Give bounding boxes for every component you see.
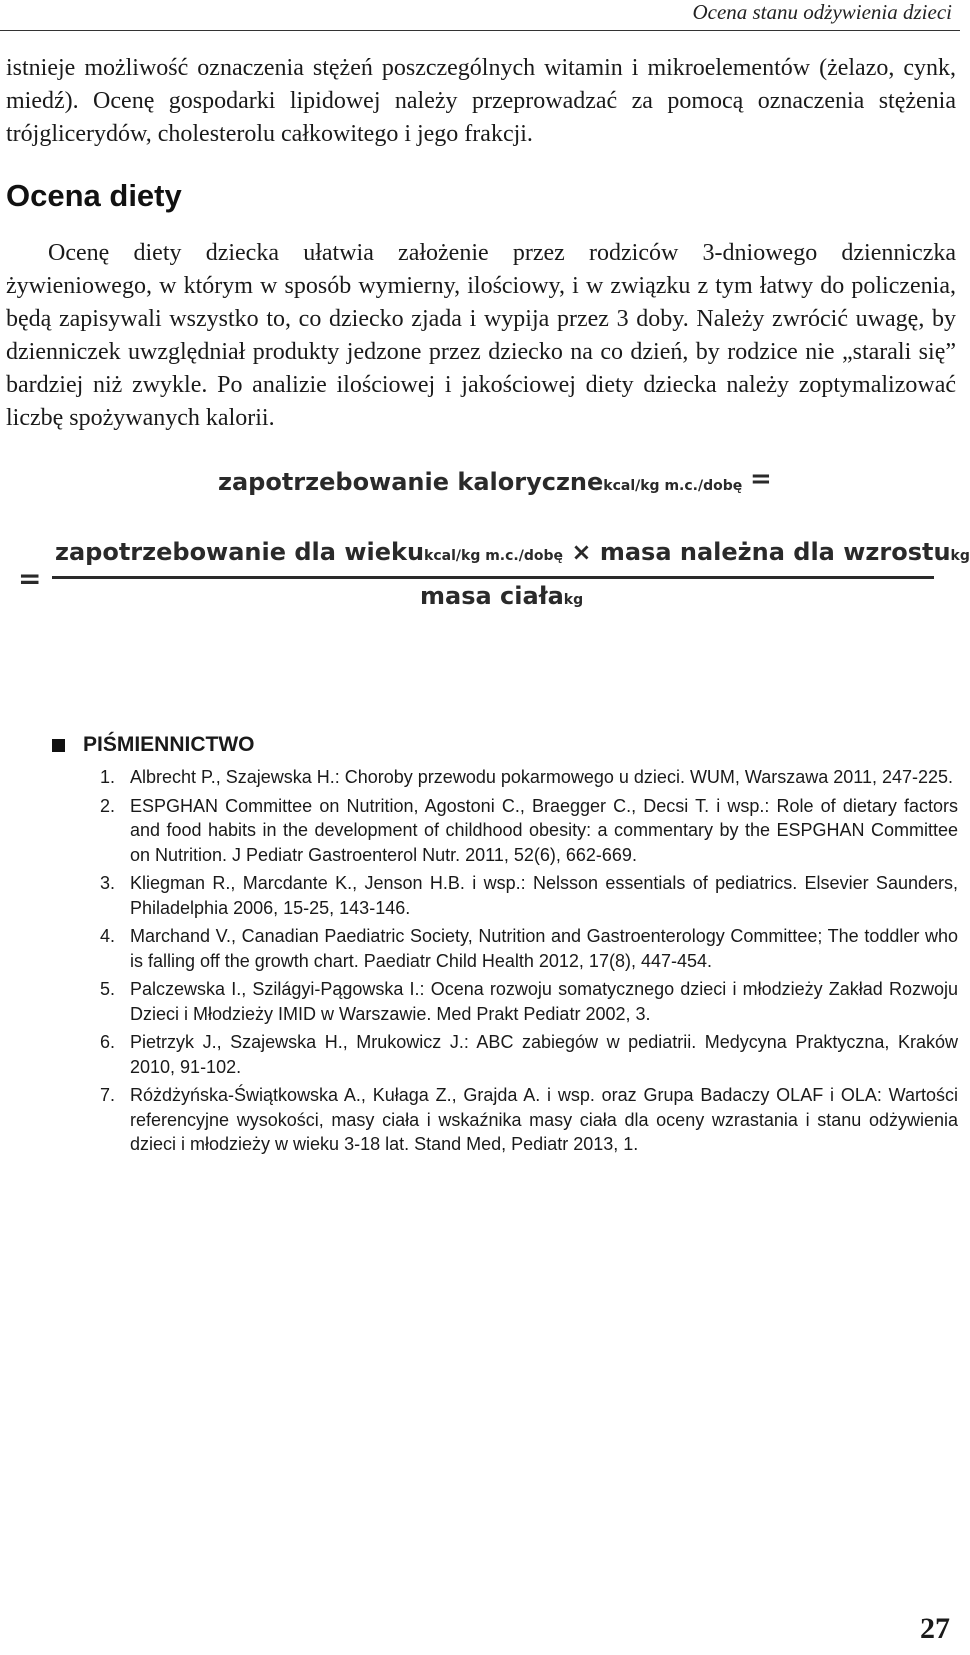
formula-den-sub: kg <box>563 592 584 608</box>
reference-number: 3. <box>100 873 116 893</box>
reference-item <box>100 977 958 1026</box>
page-number: 27 <box>920 1612 950 1645</box>
reference-item <box>100 871 958 920</box>
running-title: Ocena stanu odżywienia dzieci <box>692 0 952 24</box>
reference-number: 7. <box>100 1085 116 1105</box>
reference-text: Marchand V., Canadian Paediatric Society, Nutrition and Gastroenterology Committee; The toddler who is falling off the growth chart. Paediatr Child Health 2012, 17(8), 447-454. <box>130 926 958 971</box>
reference-text: ESPGHAN Committee on Nutrition, Agostoni C., Braegger C., Decsi T. i wsp.: Role of dietary factors and food habits in the development of childhood obesity: a commentary by the ESPGHAN Committee on Nutrition. J Pediatr Gastroenterol Nutr. 2011, 52(6), 662-669. <box>130 795 958 865</box>
reference-number: 2. <box>100 795 116 816</box>
reference-item <box>100 765 958 790</box>
reference-text: Pietrzyk J., Szajewska H., Mrukowicz J.: ABC zabiegów w pediatrii. Medycyna Praktyczna, Kraków 2010, 91-102. <box>130 1032 958 1077</box>
running-header <box>0 0 960 31</box>
references-heading-text: PIŚMIENNICTWO <box>83 733 255 756</box>
reference-text: Palczewska I., Szilágyi-Pągowska I.: Ocena rozwoju somatycznego dzieci i młodzieży Zakład Rozwoju Dzieci i Młodzieży IMID w Warszawie. Med Prakt Pediatr 2002, 3. <box>130 979 958 1024</box>
reference-list <box>100 765 958 1161</box>
reference-number: 5. <box>100 979 116 999</box>
formula-lhs <box>218 468 742 496</box>
reference-text: Kliegman R., Marcdante K., Jenson H.B. i wsp.: Nelsson essentials of pediatrics. Elsevier Saunders, Philadelphia 2006, 15-25, 143-146. <box>130 873 958 918</box>
formula-num-a-sub: kcal/kg m.c./dobę <box>424 548 564 564</box>
reference-item <box>100 1030 958 1079</box>
formula-num-a: zapotrzebowanie dla wieku <box>55 538 425 566</box>
reference-text: Albrecht P., Szajewska H.: Choroby przewodu pokarmowego u dzieci. WUM, Warszawa 2011, 247-225. <box>130 767 954 787</box>
reference-item <box>100 924 958 973</box>
formula-num-b-sub: kg <box>950 548 970 564</box>
reference-item <box>100 1083 958 1157</box>
section-paragraph: Ocenę diety dziecka ułatwia założenie przez rodziców 3-dniowego dzienniczka żywieniowego, w którym w sposób wymierny, ilościowy, i w związku z tym łatwy do policzenia, będą zapisywali wszystko to, co dziecko zjada i wypija przez 3 doby. Należy zwrócić uwagę, by dzienniczek uwzględniał produkty jedzone przez dziecko na co dzień, by rodzice nie „starali się” bardziej niż zwykle. Po analizie ilościowej i jakościowej diety dziecka należy zoptymalizować liczbę spożywanych kalorii. <box>6 240 956 431</box>
formula-lhs-text: zapotrzebowanie kaloryczne <box>218 468 604 496</box>
formula-denominator <box>420 582 583 610</box>
reference-number: 6. <box>100 1032 116 1052</box>
formula-den-text: masa ciała <box>420 582 564 610</box>
intro-paragraph: istnieje możliwość oznaczenia stężeń poszczególnych witamin i mikroelementów (żelazo, cynk, miedź). Ocenę gospodarki lipidowej należy przeprowadzać za pomocą oznaczenia stężenia trójglicerydów, cholesterolu całkowitego i jego frakcji. <box>6 55 956 147</box>
square-bullet-icon <box>52 739 65 752</box>
section-title: Ocena diety <box>6 178 182 213</box>
calorie-formula <box>0 464 970 618</box>
reference-number: 4. <box>100 926 116 946</box>
formula-equals-left: = <box>18 562 42 595</box>
reference-item <box>100 794 958 868</box>
formula-num-b: masa należna dla wzrostu <box>599 538 951 566</box>
formula-lhs-sub: kcal/kg m.c./dobę <box>603 478 743 494</box>
formula-numerator <box>55 538 970 566</box>
references-heading <box>52 733 255 757</box>
formula-equals-top: = <box>750 464 772 494</box>
reference-text: Różdżyńska-Świątkowska A., Kułaga Z., Grajda A. i wsp. oraz Grupa Badaczy OLAF i OLA: Wartości referencyjne wysokości, masy ciała i wskaźnika masy ciała dla oceny wzrastania i stanu odżywienia dzieci i młodzieży w wieku 3-18 lat. Stand Med, Pediatr 2013, 1. <box>130 1085 958 1154</box>
fraction-bar <box>52 576 934 579</box>
formula-times: × <box>571 538 592 566</box>
reference-number: 1. <box>100 767 116 787</box>
